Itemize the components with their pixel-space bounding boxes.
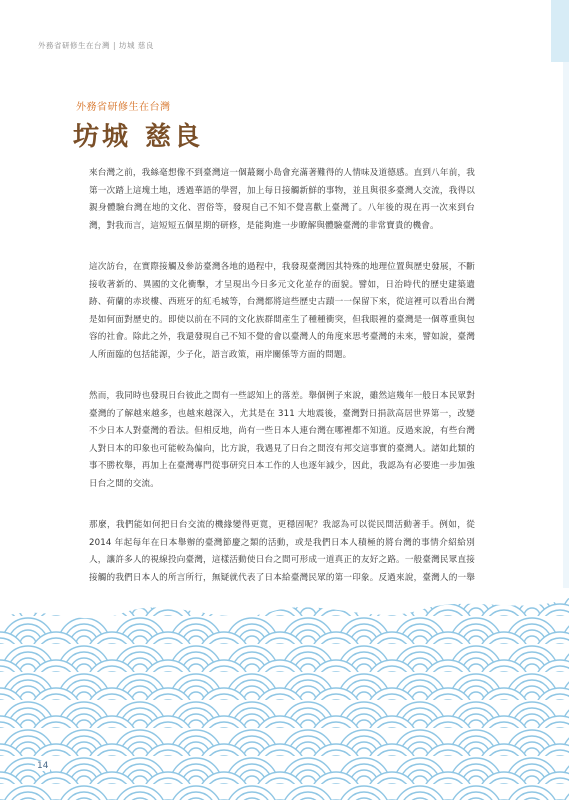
body-paragraph: 然而，我同時也發現日台彼此之間有一些認知上的落差。舉個例子來說，雖然這幾年一般日本民眾對臺灣的了解越來越多，也越來越深入，尤其是在 311 大地震後，臺灣對日捐款高居世界第一，改變不少日本人對臺灣的看法。但相反地，尚有一些日本人連台灣在哪裡都不知道。反過來說，有些台灣人對日本的印象也可能較為偏向，比方說，我遇見了日台之間沒有邦交這事實的臺灣人。諸如此類的事不勝枚舉，再加上在臺灣專門從事研究日本工作的人也逐年減少，因此，我認為有必要進一步加強日台之間的交流。: [89, 391, 475, 489]
running-header-author: 坊城 慈良: [119, 41, 154, 50]
edge-strip-decoration: [563, 62, 569, 602]
author-given-name: 慈良: [145, 122, 204, 152]
body-paragraph: 來台灣之前，我絲毫想像不到臺灣這一個蕞爾小島會充滿著難得的人情味及道德感。直到八年前，我第一次踏上這塊土地，透過華語的學習，加上每日接觸新鮮的事物，並且與很多臺灣人交流，我得以親身體驗台灣在地的文化、習俗等，發現自己不知不覺喜歡上臺灣了。八年後的現在再一次來到台灣，對我而言，這短短五個星期的研修，是能夠進一步瞭解與體驗臺灣的非常寶貴的機會。: [89, 168, 475, 231]
section-label: 外務省研修生在台灣: [76, 102, 171, 113]
article-body: [89, 165, 475, 629]
running-header-separator: |: [113, 41, 117, 50]
page-number: 14: [37, 761, 49, 771]
running-header: [38, 40, 154, 51]
wave-pattern-decoration: [0, 588, 569, 800]
body-paragraph: 這次訪台，在實際接觸及參訪臺灣各地的過程中，我發現臺灣因其特殊的地理位置與歷史發展，不斷接收著新的、異國的文化衝擊，才呈現出今日多元文化並存的面貌。譬如，日治時代的歷史建築遺跡、荷蘭的赤崁樓、西班牙的紅毛城等，台灣都將這些歷史古蹟一一保留下來，從這裡可以看出台灣是如何面對歷史的。即使以前在不同的文化族群間產生了種種衝突，但我眼裡的臺灣是一個尊重與包容的社會。除此之外，我還發現自己不知不覺的會以臺灣人的角度來思考臺灣的未來，譬如說，臺灣人所面臨的包括能源，少子化，語言政策，兩岸關係等方面的問題。: [89, 262, 475, 360]
author-name-heading: [73, 116, 203, 153]
running-header-publication: 外務省研修生在台灣: [38, 41, 110, 50]
author-surname: 坊城: [73, 122, 132, 152]
wave-pattern-fill: [0, 588, 569, 800]
edge-tab-decoration: [551, 0, 569, 62]
body-paragraph: 那麼，我們能如何把日台交流的機緣變得更寬，更穩固呢？我認為可以從民間活動著手。例如，從 2014 年起每年在日本舉辦的臺灣節慶之類的活動，或是我們日本人積極的將台灣的事情介紹給別人，讓許多人的視線投向臺灣，這樣活動使日台之間可形成一道真正的友好之路。一般臺灣民眾直接接觸的我們日本人的所言所行，無疑就代表了日本給臺灣民眾的第一印象。反過來說，臺灣人的一舉: [89, 520, 475, 583]
